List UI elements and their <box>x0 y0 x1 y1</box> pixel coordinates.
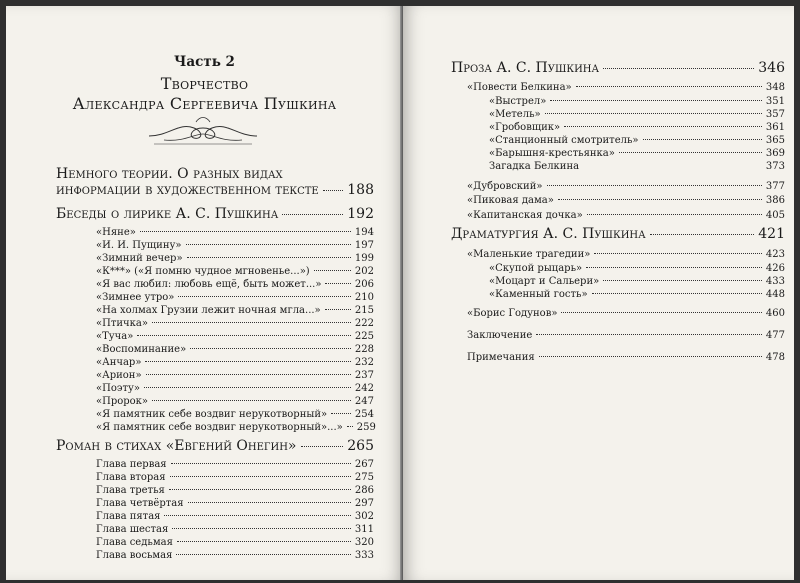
toc-entry: Глава вторая 275 <box>96 472 374 483</box>
toc-notes: Примечания 478 <box>467 352 785 363</box>
part-title-line2: Александра Сергеевича Пушкина <box>72 94 337 113</box>
toc-entry: «Няне» 194 <box>96 227 374 238</box>
part-title-line1: Творчество <box>160 74 249 93</box>
toc-entry: Глава пятая 302 <box>96 511 374 522</box>
toc-conclusion: Заключение 477 <box>467 330 785 341</box>
toc-entry: «Дубровский» 377 <box>467 181 785 192</box>
toc-entry: «И. И. Пущину» 197 <box>96 240 374 251</box>
toc-entry: «Капитанская дочка» 405 <box>467 210 785 221</box>
toc-entry: «Зимнее утро» 210 <box>96 292 374 303</box>
toc-entry: «К***» («Я помню чудное мгновенье...») 202 <box>96 266 374 277</box>
toc-entry: Глава первая 267 <box>96 459 374 470</box>
toc-drama-heading: Драматургия А. С. Пушкина 421 <box>451 226 785 242</box>
toc-onegin-heading: Роман в стихах «Евгений Онегин» 265 <box>56 438 374 454</box>
toc-entry: «Метель» 357 <box>489 109 785 120</box>
toc-entry: «Туча» 225 <box>96 331 374 342</box>
toc-entry: «Поэту» 242 <box>96 383 374 394</box>
toc-entry: Глава третья 286 <box>96 485 374 496</box>
toc-entry: Глава восьмая 333 <box>96 550 374 561</box>
toc-entry: «Воспоминание» 228 <box>96 344 374 355</box>
ornament-icon <box>144 114 262 148</box>
toc-tragedies: «Маленькие трагедии» 423 <box>467 249 785 260</box>
toc-entry: Глава четвёртая 297 <box>96 498 374 509</box>
toc-entry: «На холмах Грузии лежит ночная мгла...» 215 <box>96 305 374 316</box>
toc-entry: «Выстрел» 351 <box>489 96 785 107</box>
toc-entry: «Пророк» 247 <box>96 396 374 407</box>
toc-entry: «Арион» 237 <box>96 370 374 381</box>
toc-belkin: «Повести Белкина» 348 <box>467 82 785 93</box>
toc-entry: «Я памятник себе воздвиг нерукотворный» 254 <box>96 409 374 420</box>
toc-entry: «Я вас любил: любовь ещё, быть может...» 206 <box>96 279 374 290</box>
toc-prose-heading: Проза А. С. Пушкина 346 <box>451 60 785 76</box>
toc-entry: «Анчар» 232 <box>96 357 374 368</box>
toc-entry: «Пиковая дама» 386 <box>467 195 785 206</box>
toc-entry: Загадка Белкина 373 <box>489 161 785 172</box>
toc-entry: «Моцарт и Сальери» 433 <box>489 276 785 287</box>
toc-entry: «Я памятник себе воздвиг нерукотворный»...» 259 <box>96 422 376 433</box>
toc-theory-line1: Немного теории. О разных видах <box>56 166 283 182</box>
toc-entry: «Зимний вечер» 199 <box>96 253 374 264</box>
part-number: Часть 2 <box>174 54 235 70</box>
toc-entry: Глава седьмая 320 <box>96 537 374 548</box>
toc-lyric-heading: Беседы о лирике А. С. Пушкина 192 <box>56 206 374 222</box>
right-page <box>403 6 794 580</box>
toc-entry: «Барышня-крестьянка» 369 <box>489 148 785 159</box>
toc-godunov: «Борис Годунов» 460 <box>467 308 785 319</box>
toc-theory: информации в художественном тексте 188 <box>56 182 374 198</box>
toc-entry: «Птичка» 222 <box>96 318 374 329</box>
toc-entry: «Скупой рыцарь» 426 <box>489 263 785 274</box>
toc-entry: «Гробовщик» 361 <box>489 122 785 133</box>
toc-entry: «Каменный гость» 448 <box>489 289 785 300</box>
left-page <box>6 6 403 580</box>
toc-entry: Глава шестая 311 <box>96 524 374 535</box>
toc-entry: «Станционный смотритель» 365 <box>489 135 785 146</box>
